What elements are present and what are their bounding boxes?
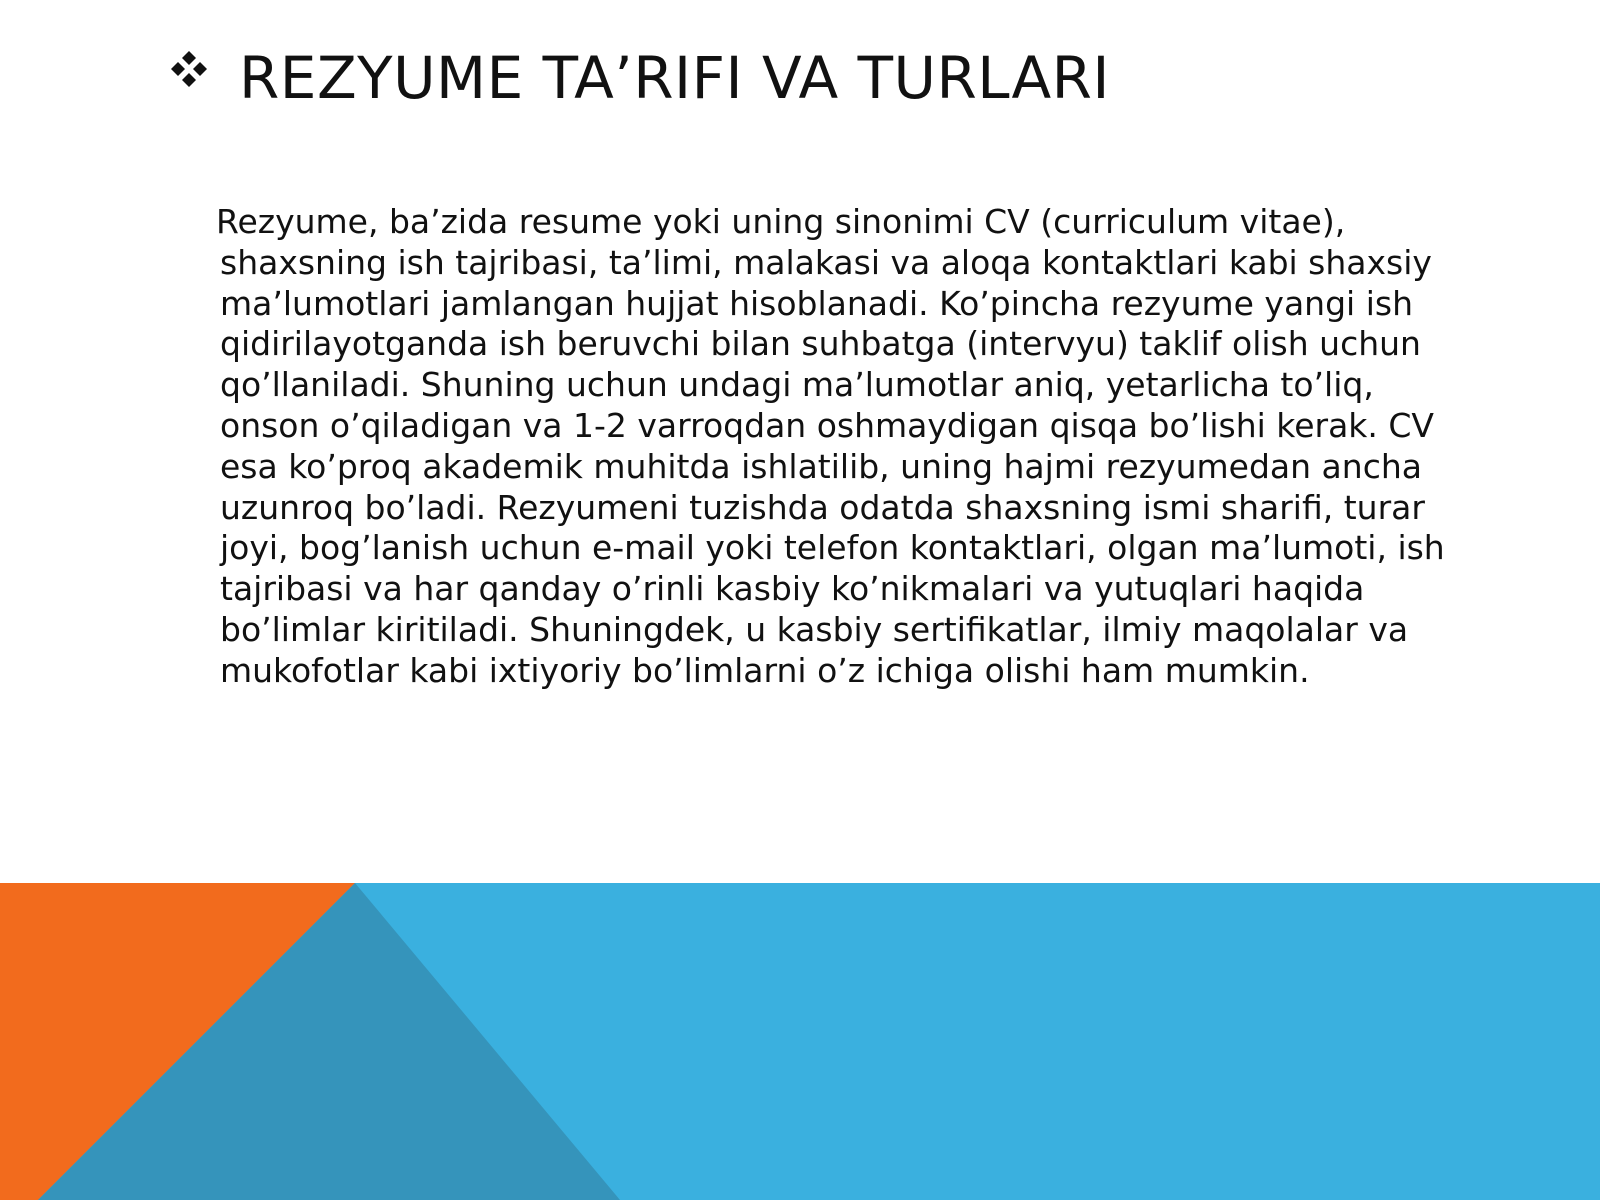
title-row	[165, 38, 1110, 118]
four-diamond-bullet-icon	[165, 45, 213, 93]
slide-title: REZYUME TA’RIFI VA TURLARI	[239, 44, 1111, 112]
decorative-bottom-band	[0, 883, 1600, 1200]
body-paragraph: Rezyume, ba’zida resume yoki uning sinonimi CV (curriculum vitae), shaxsning ish tajribasi, ta’limi, malakasi va aloqa kontaktlari kabi shaxsiy ma’lumotlari jamlangan hujjat hisoblanadi. Ko’pincha rezyume yangi ish qidirilayotganda ish beruvchi bilan suhbatga (intervyu) taklif olish uchun qo’llaniladi. Shuning uchun undagi ma’lumotlar aniq, yetarlicha to’liq, onson o’qiladigan va 1-2 varroqdan oshmaydigan qisqa bo’lishi kerak. CV esa ko’proq akademik muhitda ishlatilib, uning hajmi rezyumedan ancha uzunroq bo’ladi. Rezyumeni tuzishda odatda shaxsning ismi sharifi, turar joyi, bog’lanish uchun e-mail yoki telefon kontaktlari, olgan ma’lumoti, ish tajribasi va har qanday o’rinli kasbiy ko’nikmalari va yutuqlari haqida bo’limlar kiritiladi. Shuningdek, u kasbiy sertifikatlar, ilmiy maqolalar va mukofotlar kabi ixtiyoriy bo’limlarni o’z ichiga olishi ham mumkin.	[216, 202, 1445, 690]
